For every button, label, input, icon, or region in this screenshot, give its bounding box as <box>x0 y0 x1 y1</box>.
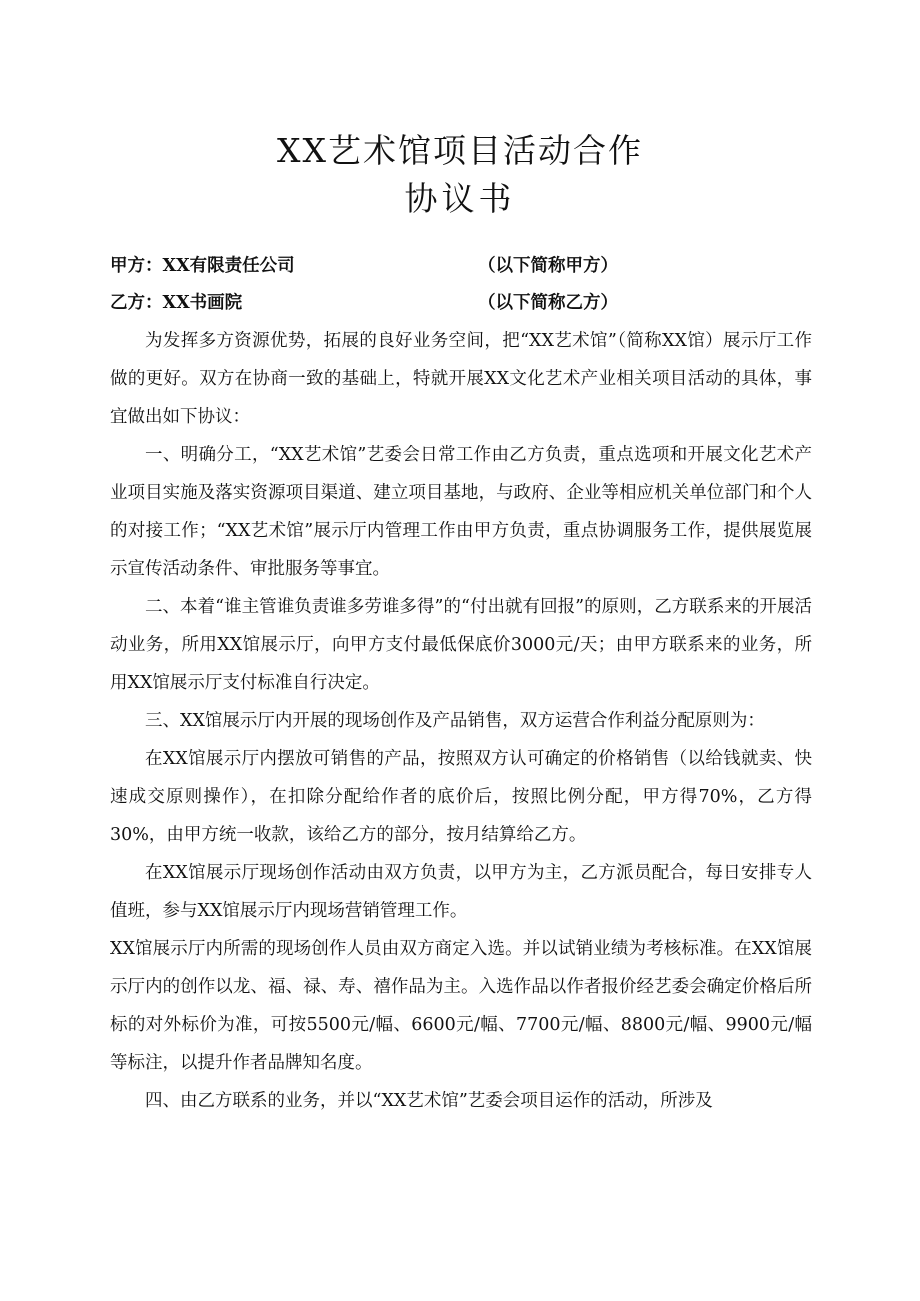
paragraph-intro: 为发挥多方资源优势，拓展的良好业务空间，把“XX艺术馆”（简称XX馆）展示厅工作做的更好。双方在协商一致的基础上，特就开展XX文化艺术产业相关项目活动的具体，事宜做出如下协议： <box>110 331 812 427</box>
paragraph-clause-1: 一、明确分工，“XX艺术馆”艺委会日常工作由乙方负责，重点选项和开展文化艺术产业项目实施及落实资源项目渠道、建立项目基地，与政府、企业等相应机关单位部门和个人的对接工作；“XX艺术馆”展示厅内管理工作由甲方负责，重点协调服务工作，提供展览展示宣传活动条件、审批服务等事宜。 <box>110 445 812 579</box>
document-title-line2: 协议书 <box>404 179 516 218</box>
paragraph-clause-2: 二、本着“谁主管谁负责谁多劳谁多得”的“付出就有回报”的原则，乙方联系来的开展活动业务，所用XX馆展示厅，向甲方支付最低保底价3000元/天；由甲方联系来的业务，所用XX馆展示厅支付标准自行决定。 <box>110 597 812 693</box>
party-a-label: 甲方：XX有限责任公司 <box>110 256 295 276</box>
paragraph-clause-4: 四、由乙方联系的业务，并以“XX艺术馆”艺委会项目运作的活动，所涉及 <box>145 1091 713 1111</box>
agreement-body <box>110 322 812 1120</box>
paragraph-clause-3-onsite: 在XX馆展示厅现场创作活动由双方负责，以甲方为主，乙方派员配合，每日安排专人值班，参与XX馆展示厅内现场营销管理工作。 <box>110 863 812 921</box>
paragraph-clause-3-sales: 在XX馆展示厅内摆放可销售的产品，按照双方认可确定的价格销售（以给钱就卖、快速成交原则操作），在扣除分配给作者的底价后，按照比例分配，甲方得70%，乙方得30%，由甲方统一收款，该给乙方的部分，按月结算给乙方。 <box>110 749 812 845</box>
party-b-note: （以下简称乙方） <box>478 293 618 313</box>
party-a-note: （以下简称甲方） <box>478 256 618 276</box>
paragraph-clause-3-artists: XX馆展示厅内所需的现场创作人员由双方商定入选。并以试销业绩为考核标准。在XX馆展示厅内的创作以龙、福、禄、寿、禧作品为主。入选作品以作者报价经艺委会确定价格后所标的对外标价为准，可按5500元/幅、6600元/幅、7700元/幅、8800元/幅、9900元/幅等标注，以提升作者品牌知名度。 <box>110 939 812 1073</box>
document-title-line1: XX艺术馆项目活动合作 <box>277 131 643 170</box>
party-b-label: 乙方：XX书画院 <box>110 293 243 313</box>
paragraph-clause-3: 三、XX馆展示厅内开展的现场创作及产品销售，双方运营合作利益分配原则为： <box>145 711 765 731</box>
